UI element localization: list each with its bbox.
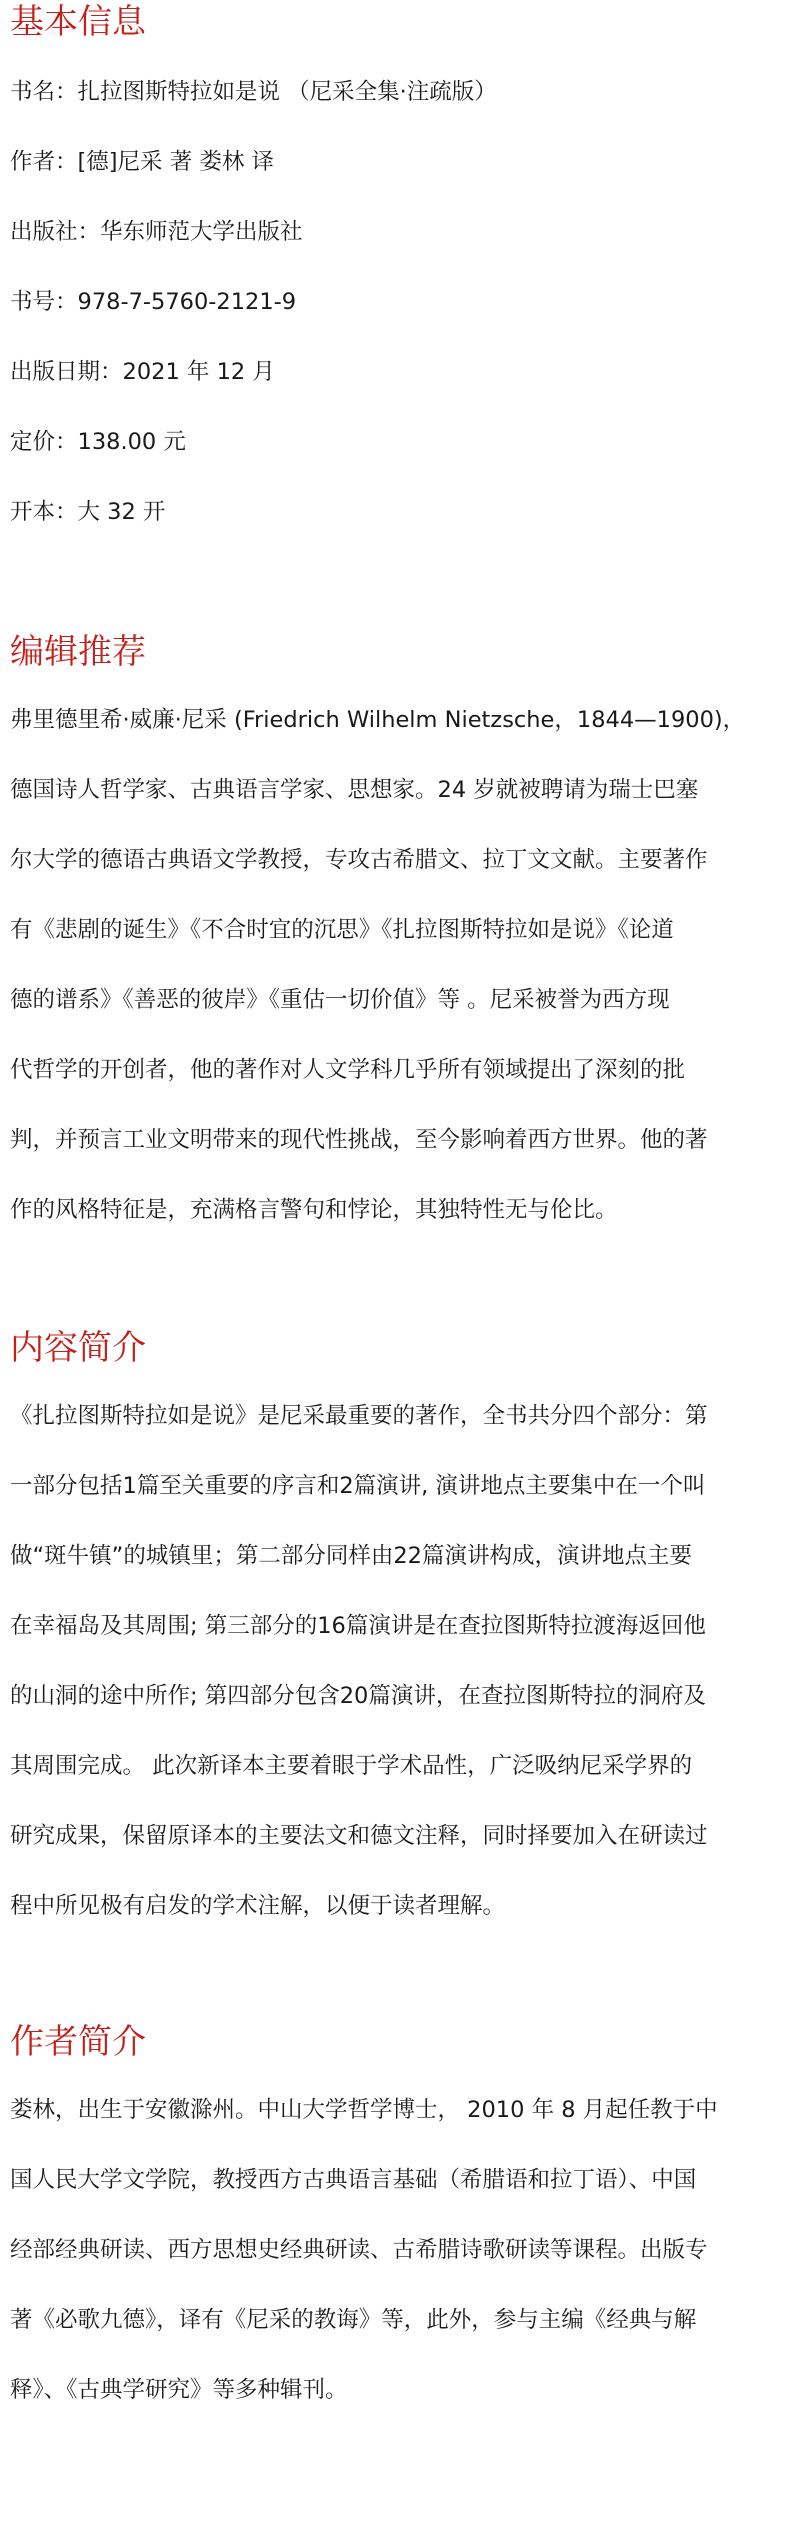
- text-line: 研究成果，保留原译本的主要法文和德文注释，同时择要加入在研读过: [10, 1823, 708, 1849]
- text-line: 著《必歌九德》，译有《尼采的教诲》等，此外，参与主编《经典与解: [10, 2307, 697, 2333]
- text-line: 程中所见极有启发的学术注解，以便于读者理解。: [10, 1893, 506, 1919]
- content-summary-heading: 内容简介: [10, 1328, 146, 1368]
- text-line: 经部经典研读、西方思想史经典研读、古希腊诗歌研读等课程。出版专: [10, 2237, 708, 2263]
- info-date-line: 出版日期：2021 年 12 月: [10, 359, 275, 385]
- info-isbn-line: 书号：978-7-5760-2121-9: [10, 289, 297, 315]
- info-author-line: 作者：[德]尼采 著 娄林 译: [10, 149, 275, 175]
- text-line: 做“斑牛镇”的城镇里；第二部分同样由22篇演讲构成，演讲地点主要: [10, 1543, 692, 1569]
- author-intro-heading: 作者简介: [10, 2022, 146, 2062]
- text-line: 释》、《古典学研究》等多种辑刊。: [10, 2377, 348, 2403]
- text-line: 弗里德里希·威廉·尼采 (Friedrich Wilhelm Nietzsche，1844—1900)，: [10, 707, 746, 733]
- text-line: 在幸福岛及其周围; 第三部分的16篇演讲是在查拉图斯特拉渡海返回他: [10, 1613, 706, 1639]
- text-line: 国人民大学文学院，教授西方古典语言基础（希腊语和拉丁语）、中国: [10, 2167, 697, 2193]
- text-line: 其周围完成。 此次新译本主要着眼于学术品性，广泛吸纳尼采学界的: [10, 1753, 693, 1779]
- text-line: 尔大学的德语古典语文学教授，专攻古希腊文、拉丁文文献。主要著作: [10, 847, 708, 873]
- basic-info-heading: 基本信息: [10, 2, 146, 42]
- info-publisher-line: 出版社：华东师范大学出版社: [10, 219, 303, 245]
- text-line: 《扎拉图斯特拉如是说》是尼采最重要的著作，全书共分四个部分：第: [10, 1403, 708, 1429]
- editor-recommendation-heading: 编辑推荐: [10, 632, 146, 672]
- info-format-line: 开本：大 32 开: [10, 499, 166, 525]
- text-line: 德的谱系》《善恶的彼岸》《重估一切价值》等 。尼采被誉为西方现: [10, 987, 670, 1013]
- text-line: 德国诗人哲学家、古典语言学家、思想家。24 岁就被聘请为瑞士巴塞: [10, 777, 699, 803]
- text-line: 判，并预言工业文明带来的现代性挑战，至今影响着西方世界。他的著: [10, 1127, 708, 1153]
- text-line: 作的风格特征是，充满格言警句和悖论，其独特性无与伦比。: [10, 1197, 618, 1223]
- info-price-line: 定价：138.00 元: [10, 429, 186, 455]
- info-title-line: 书名：扎拉图斯特拉如是说 （尼采全集·注疏版）: [10, 79, 497, 105]
- text-line: 代哲学的开创者，他的著作对人文学科几乎所有领域提出了深刻的批: [10, 1057, 686, 1083]
- text-line: 有《悲剧的诞生》《不合时宜的沉思》《扎拉图斯特拉如是说》《论道: [10, 917, 674, 943]
- text-line: 娄林，出生于安徽滁州。中山大学哲学博士， 2010 年 8 月起任教于中: [10, 2097, 718, 2123]
- text-line: 一部分包括1篇至关重要的序言和2篇演讲, 演讲地点主要集中在一个叫: [10, 1473, 706, 1499]
- text-line: 的山洞的途中所作; 第四部分包含20篇演讲，在查拉图斯特拉的洞府及: [10, 1683, 706, 1709]
